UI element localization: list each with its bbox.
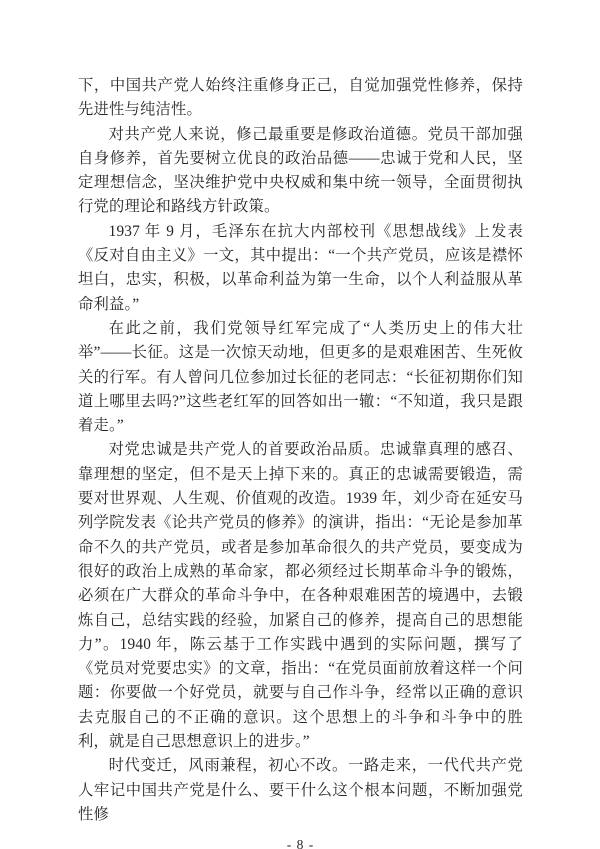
paragraph-continuation: 下，中国共产党人始终注重修身正己，自觉加强党性修养，保持先进性与纯洁性。: [78, 77, 523, 119]
text-content: [78, 74, 523, 849]
paragraph: 对共产党人来说，修己最重要是修政治道德。党员干部加强自身修养，首先要树立优良的政治品德——忠诚于党和人民，坚定理想信念，坚决维护党中央权威和集中统一领导，全面贯彻执行党的理论和路线方针政策。: [78, 125, 523, 216]
paragraph: 对党忠诚是共产党人的首要政治品质。忠诚靠真理的感召、靠理想的坚定，但不是天上掉下来的。真正的忠诚需要锻造，需要对世界观、人生观、价值观的改造。1939 年，刘少奇在延安马列学院发表《论共产党员的修养》的演讲，指出：“无论是参加革命不久的共产党员，或者是参加革命很久的共产党员，要变成为很好的政治上成熟的革命家，都必须经过长期革命斗争的锻炼，必须在广大群众的革命斗争中，在各种艰难困苦的境遇中，去锻炼自己，总结实践的经验，加紧自己的修养，提高自己的思想能力”。1940 年，陈云基于工作实践中遇到的实际问题，撰写了《党员对党要忠实》的文章，指出：“在党员面前放着这样一个问题：你要做一个好党员，就要与自己作斗争，经常以正确的意识去克服自己的不正确的意识。这个思想上的斗争和斗争中的胜利，就是自己思想意识上的进步。”: [78, 441, 523, 751]
paragraph: 时代变迁，风雨兼程，初心不改。一路走来，一代代共产党人牢记中国共产党是什么、要干什么这个根本问题，不断加强党性修: [78, 757, 523, 823]
paragraph: 1937 年 9 月，毛泽东在抗大内部校刊《思想战线》上发表《反对自由主义》一文，其中提出：“一个共产党员，应该是襟怀坦白，忠实，积极，以革命利益为第一生命，以个人利益服从革命利益。”: [78, 222, 523, 313]
paragraph: 在此之前，我们党领导红军完成了“人类历史上的伟大壮举”——长征。这是一次惊天动地，但更多的是艰难困苦、生死攸关的行军。有人曾问几位参加过长征的老同志：“长征初期你们知道上哪里去吗?”这些老红军的回答如出一辙：“不知道，我只是跟着走。”: [78, 319, 523, 435]
page-number: - 8 -: [286, 837, 315, 849]
